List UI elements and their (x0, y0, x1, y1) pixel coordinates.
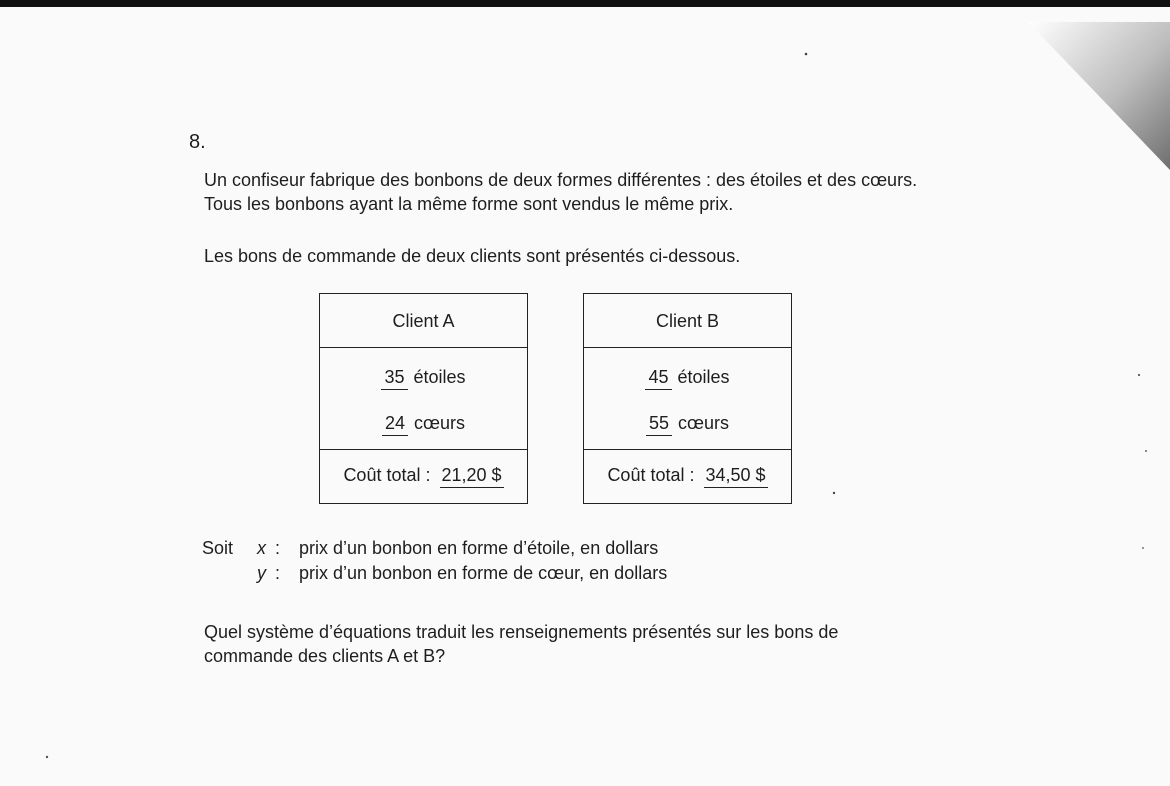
variable-y-description: prix d’un bonbon en forme de cœur, en dollars (299, 563, 668, 583)
star-label: étoiles (677, 367, 730, 387)
variable-x: x (257, 538, 266, 558)
variable-x-description: prix d’un bonbon en forme d’étoile, en dollars (299, 538, 659, 558)
total-amount: 34,50 $ (704, 463, 768, 488)
heart-quantity: 24 (382, 411, 408, 436)
heart-line (584, 404, 791, 450)
star-line (320, 358, 527, 404)
colon: : (275, 563, 281, 583)
total-amount: 21,20 $ (440, 463, 504, 488)
total-label: Coût total : (607, 465, 695, 485)
total-label: Coût total : (343, 465, 431, 485)
question-number: 8. (189, 131, 206, 153)
order-form-client-a (319, 293, 528, 504)
colon: : (275, 538, 281, 558)
variable-y: y (257, 563, 266, 583)
heart-label: cœurs (678, 413, 730, 433)
scan-top-edge (0, 0, 1170, 7)
heart-label: cœurs (414, 413, 466, 433)
total-line (584, 450, 791, 504)
total-line (320, 450, 527, 504)
star-quantity: 35 (381, 365, 407, 390)
problem-statement: Un confiseur fabrique des bonbons de deux formes différentes : des étoiles et des cœurs. Tous les bonbons ayant la même forme sont vendus le même prix. (204, 170, 918, 214)
heart-line (320, 404, 527, 450)
heart-quantity: 55 (646, 411, 672, 436)
variable-y-definition (257, 563, 667, 584)
order-form-client-b (583, 293, 792, 504)
let-keyword: Soit (202, 538, 234, 558)
variable-x-definition (257, 538, 658, 559)
order-form-title: Client B (584, 294, 791, 348)
order-form-title: Client A (320, 294, 527, 348)
question-prompt: Quel système d’équations traduit les renseignements présentés sur les bons de commande des clients A et B? (204, 622, 839, 666)
star-line (584, 358, 791, 404)
order-forms-intro: Les bons de commande de deux clients sont présentés ci-dessous. (204, 246, 741, 266)
star-quantity: 45 (645, 365, 671, 390)
star-label: étoiles (413, 367, 466, 387)
